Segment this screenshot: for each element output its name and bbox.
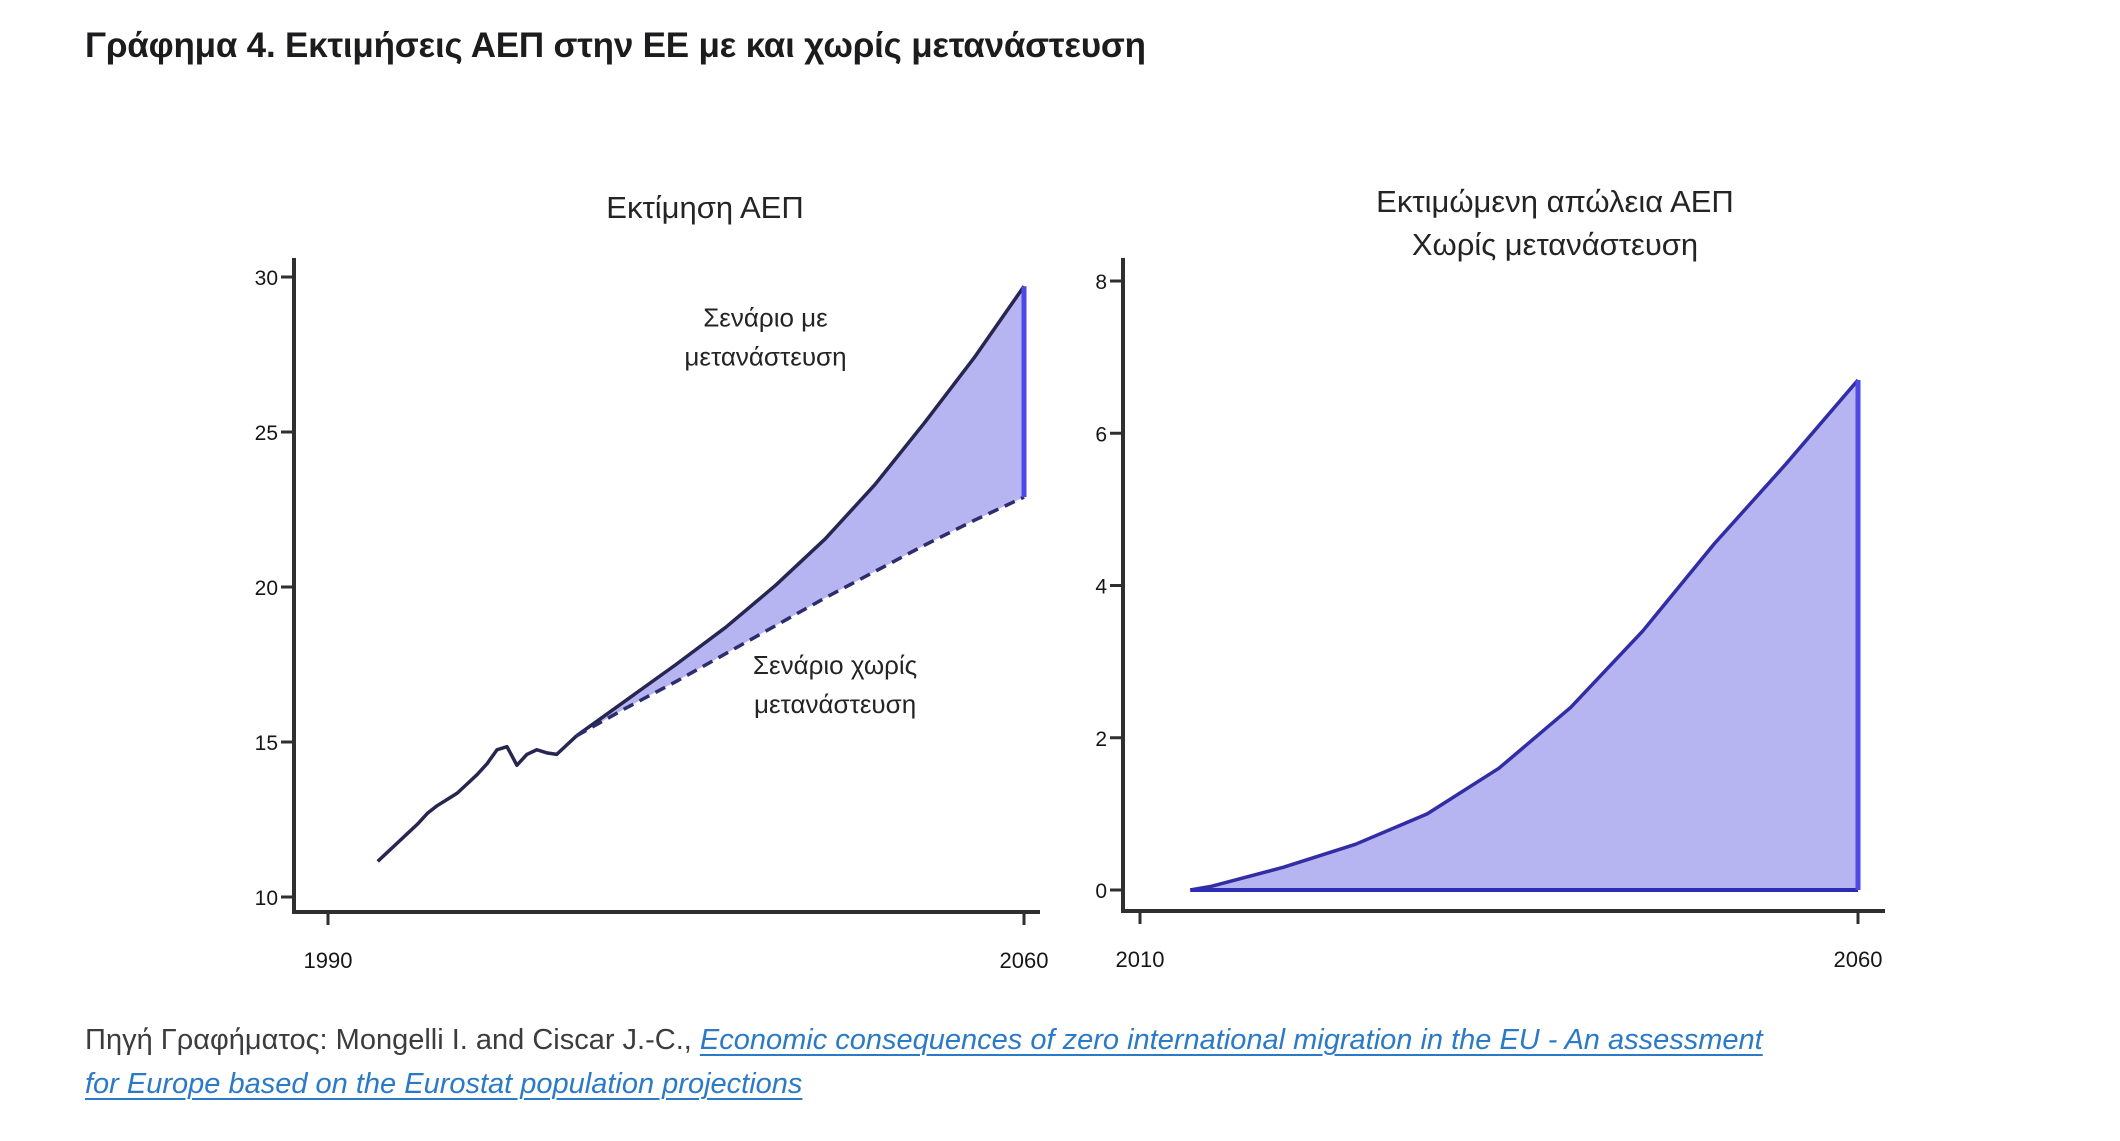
y-tick-label: 10	[254, 887, 278, 910]
area-band	[1190, 380, 1858, 890]
gdp-loss-chart	[1095, 140, 1975, 1000]
y-tick-label: 0	[1095, 880, 1107, 903]
series-annotation: μετανάστευση	[684, 341, 847, 372]
y-tick-label: 8	[1095, 271, 1107, 294]
gdp-estimate-chart	[228, 140, 1108, 1000]
chart-title: Χωρίς μετανάστευση	[1411, 227, 1699, 262]
axes	[294, 258, 1040, 912]
x-tick-label: 1990	[303, 948, 353, 973]
y-tick-label: 25	[254, 422, 278, 445]
x-tick-label: 2010	[1115, 947, 1165, 972]
chart-title: Εκτιμώμενη απώλεια ΑΕΠ	[1376, 184, 1734, 219]
chart-title: Εκτίμηση ΑΕΠ	[606, 190, 804, 225]
historical-line	[378, 736, 577, 862]
series-annotation: μετανάστευση	[753, 688, 917, 719]
y-tick-label: 6	[1095, 423, 1107, 447]
y-tick-label: 4	[1095, 575, 1107, 599]
y-tick-label: 2	[1095, 727, 1107, 751]
y-tick-label: 30	[254, 267, 278, 290]
y-tick-label: 15	[254, 732, 278, 755]
x-tick-label: 2060	[1833, 947, 1883, 972]
series-annotation: Σενάριο με	[703, 302, 828, 333]
source-link-line2: for Europe based on the Eurostat population projections	[85, 1068, 803, 1100]
source-caption	[85, 1018, 2080, 1106]
source-link-line1: Economic consequences of zero international migration in the EU - An assessment	[699, 1024, 1763, 1056]
y-tick-label: 20	[254, 577, 278, 600]
x-tick-label: 2060	[999, 948, 1049, 973]
source-prefix: Πηγή Γραφήματος: Mongelli I. and Ciscar J.-C.,	[85, 1024, 700, 1056]
series-annotation: Σενάριο χωρίς	[752, 649, 918, 680]
figure-title: Γράφημα 4. Εκτιμήσεις ΑΕΠ στην ΕΕ με και χωρίς μετανάστευση	[85, 26, 1146, 65]
